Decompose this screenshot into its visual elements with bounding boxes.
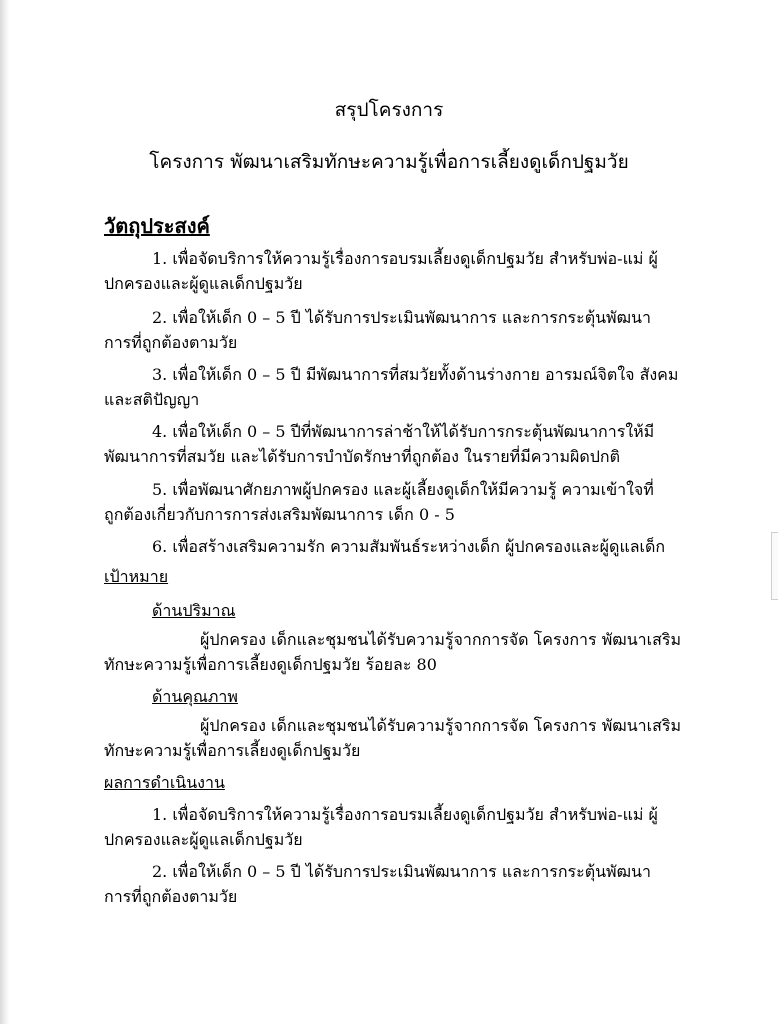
objective-2-line-2: การที่ถูกต้องตามวัย bbox=[104, 333, 238, 352]
quantity-heading: ด้านปริมาณ bbox=[152, 601, 236, 620]
objective-1-line-1: 1. เพื่อจัดบริการให้ความรู้เรื่องการอบรมเลี้ยงดูเด็กปฐมวัย สำหรับพ่อ-แม่ ผู้ bbox=[152, 249, 658, 268]
objective-3-line-1: 3. เพื่อให้เด็ก 0 – 5 ปี มีพัฒนาการที่สมวัยทั้งด้านร่างกาย อารมณ์จิตใจ สังคม bbox=[152, 365, 679, 384]
results-heading: ผลการดำเนินงาน bbox=[104, 773, 225, 792]
objective-6-line-1: 6. เพื่อสร้างเสริมความรัก ความสัมพันธ์ระหว่างเด็ก ผู้ปกครองและผู้ดูแลเด็ก bbox=[152, 537, 666, 556]
objective-5-line-1: 5. เพื่อพัฒนาศักยภาพผู้ปกครอง และผู้เลี้ยงดูเด็กให้มีความรู้ ความเข้าใจที่ bbox=[152, 480, 654, 499]
project-title: โครงการ พัฒนาเสริมทักษะความรู้เพื่อการเลี้ยงดูเด็กปฐมวัย bbox=[149, 151, 629, 173]
objective-5-line-2: ถูกต้องเกี่ยวกับการการส่งเสริมพัฒนาการ เด็ก 0 - 5 bbox=[104, 505, 455, 524]
quality-text-line-2: ทักษะความรู้เพื่อการเลี้ยงดูเด็กปฐมวัย bbox=[104, 741, 361, 760]
quantity-text-line-1: ผู้ปกครอง เด็กและชุมชนได้รับความรู้จากการจัด โครงการ พัฒนาเสริม bbox=[200, 630, 681, 649]
objectives-heading: วัตถุประสงค์ bbox=[104, 214, 210, 238]
document-title: สรุปโครงการ bbox=[334, 99, 444, 121]
quality-text-line-1: ผู้ปกครอง เด็กและชุมชนได้รับความรู้จากการจัด โครงการ พัฒนาเสริม bbox=[200, 716, 681, 735]
page-edge-tab bbox=[771, 532, 778, 600]
result-1-line-1: 1. เพื่อจัดบริการให้ความรู้เรื่องการอบรมเลี้ยงดูเด็กปฐมวัย สำหรับพ่อ-แม่ ผู้ bbox=[152, 805, 658, 824]
result-2-line-2: การที่ถูกต้องตามวัย bbox=[104, 887, 238, 906]
quality-heading: ด้านคุณภาพ bbox=[152, 687, 238, 706]
objective-2-line-1: 2. เพื่อให้เด็ก 0 – 5 ปี ได้รับการประเมินพัฒนาการ และการกระตุ้นพัฒนา bbox=[152, 308, 651, 327]
targets-heading: เป้าหมาย bbox=[104, 567, 169, 586]
objective-4-line-2: พัฒนาการที่สมวัย และได้รับการบำบัดรักษาที่ถูกต้อง ในรายที่มีความผิดปกติ bbox=[104, 447, 620, 466]
objective-1-line-2: ปกครองและผู้ดูแลเด็กปฐมวัย bbox=[104, 274, 303, 293]
objective-3-line-2: และสติปัญญา bbox=[104, 390, 200, 409]
result-2-line-1: 2. เพื่อให้เด็ก 0 – 5 ปี ได้รับการประเมินพัฒนาการ และการกระตุ้นพัฒนา bbox=[152, 862, 651, 881]
result-1-line-2: ปกครองและผู้ดูแลเด็กปฐมวัย bbox=[104, 830, 303, 849]
objective-4-line-1: 4. เพื่อให้เด็ก 0 – 5 ปีที่พัฒนาการล่าช้าให้ได้รับการกระตุ้นพัฒนาการให้มี bbox=[152, 422, 655, 441]
quantity-text-line-2: ทักษะความรู้เพื่อการเลี้ยงดูเด็กปฐมวัย ร้อยละ 80 bbox=[104, 655, 437, 674]
